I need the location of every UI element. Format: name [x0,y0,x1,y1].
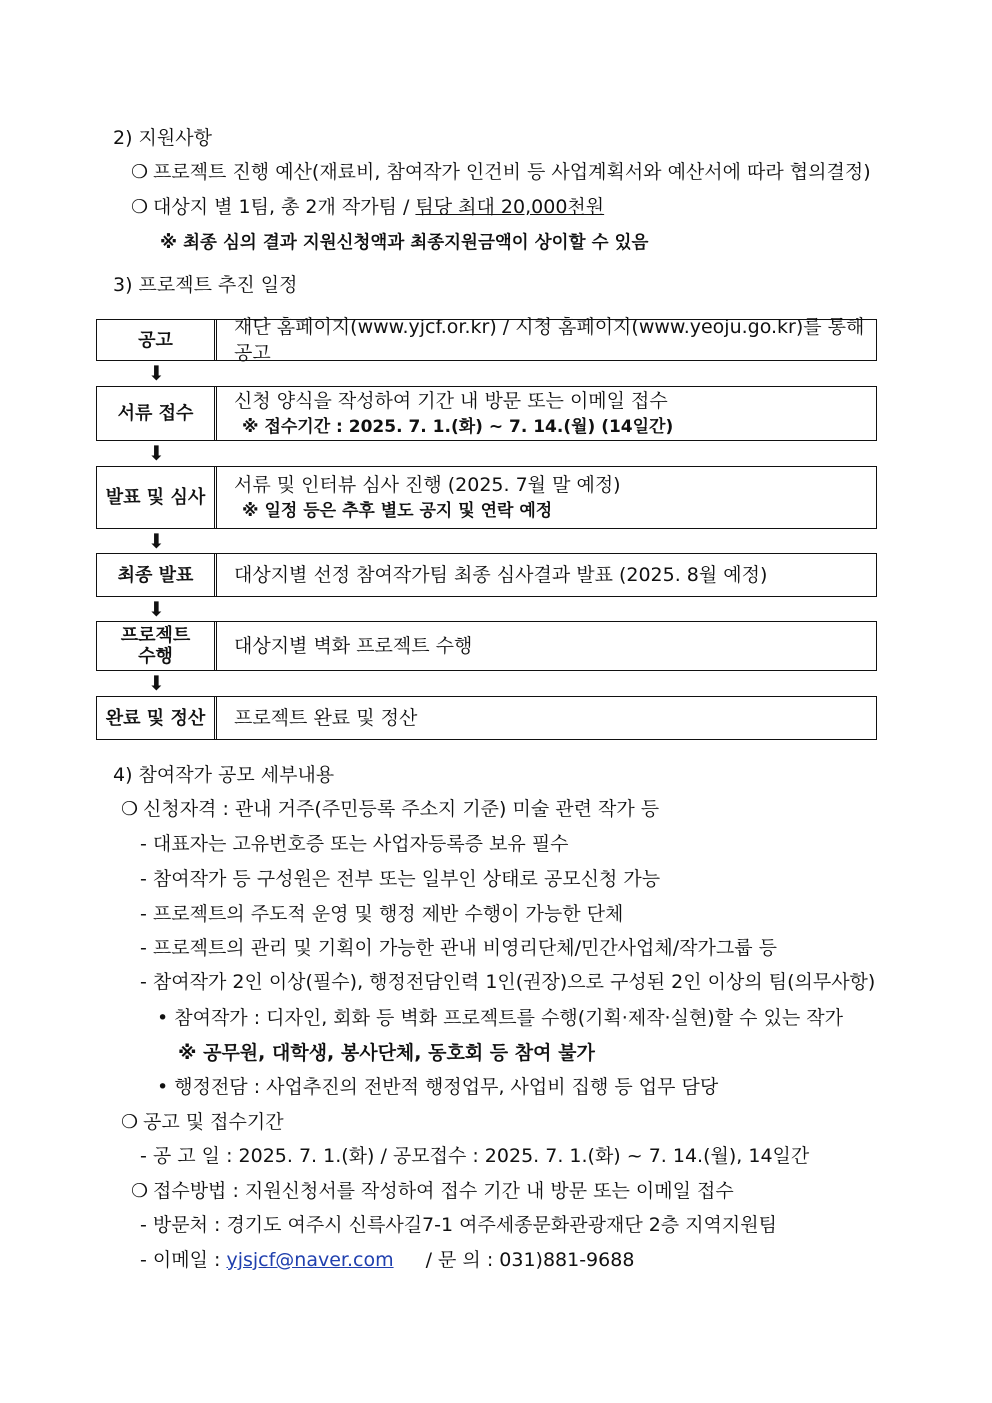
artist-detail: • 참여작가 : 디자인, 회화 등 벽화 프로젝트를 수행(기획·제작·실현)할 수 있는 작가 [157,1007,843,1029]
schedule-row [96,386,877,441]
team-max-text: 팀당 최대 20,000천원 [415,196,605,218]
section-2-heading: 2) 지원사항 [113,127,212,149]
schedule-row [96,553,877,597]
circle-bullet-icon: ❍ [131,161,149,183]
requirement-item: - 참여작가 등 구성원은 전부 또는 일부인 상태로 공모신청 가능 [140,868,661,890]
qualification-text: 신청자격 : 관내 거주(주민등록 주소지 기준) 미술 관련 작가 등 [143,798,660,820]
schedule-row [96,621,877,671]
schedule-text: 신청 양식을 작성하여 기간 내 방문 또는 이메일 접수 [234,389,668,412]
email-link[interactable]: yjsjcf@naver.com [226,1249,394,1271]
schedule-note: ※ 일정 등은 추후 별도 공지 및 연락 예정 [242,500,553,521]
schedule-label: 서류 접수 [97,387,217,440]
budget-text: 프로젝트 진행 예산(재료비, 참여작가 인건비 등 사업계획서와 예산서에 따라 협의결정) [153,161,871,183]
admin-detail: • 행정전담 : 사업추진의 전반적 행정업무, 사업비 집행 등 업무 담당 [157,1076,719,1098]
method-text: 접수방법 : 지원신청서를 작성하여 접수 기간 내 방문 또는 이메일 접수 [153,1180,734,1202]
requirement-item: - 참여작가 2인 이상(필수), 행정전담인력 1인(권장)으로 구성된 2인 이상의 팀(의무사항) [140,971,876,993]
exclusion-note: ※ 공무원, 대학생, 봉사단체, 동호회 등 참여 불가 [178,1042,595,1064]
down-arrow-icon: ⬇ [148,361,165,385]
support-note: ※ 최종 심의 결과 지원신청액과 최종지원금액이 상이할 수 있음 [160,233,649,253]
down-arrow-icon: ⬇ [148,671,165,695]
schedule-note: ※ 접수기간 : 2025. 7. 1.(화) ~ 7. 14.(월) (14일간) [242,416,674,437]
period-bullet [121,1110,284,1134]
requirement-item: - 대표자는 고유번호증 또는 사업자등록증 보유 필수 [140,833,569,855]
circle-bullet-icon: ❍ [131,1180,149,1202]
section-4-heading: 4) 참여작가 공모 세부내용 [113,764,335,786]
schedule-label: 최종 발표 [97,554,217,596]
schedule-label: 프로젝트 수행 [97,622,217,670]
contact-text: / 문 의 : 031)881-9688 [425,1249,635,1271]
schedule-text: 재단 홈페이지(www.yjcf.or.kr) / 시청 홈페이지(www.yeoju.go.kr)를 통해 공고 [234,316,865,364]
schedule-label: 공고 [97,320,217,360]
schedule-row [96,696,877,740]
bullet-budget [131,160,871,184]
schedule-text: 대상지별 선정 참여작가팀 최종 심사결과 발표 (2025. 8월 예정) [234,564,768,586]
schedule-text: 프로젝트 완료 및 정산 [234,707,418,729]
teams-text: 대상지 별 1팀, 총 2개 작가팀 / [153,196,416,218]
schedule-label: 완료 및 정산 [97,697,217,739]
down-arrow-icon: ⬇ [148,441,165,465]
period-text: 공고 및 접수기간 [143,1111,284,1133]
schedule-text: 대상지별 벽화 프로젝트 수행 [234,635,473,657]
schedule-text: 서류 및 인터뷰 심사 진행 (2025. 7월 말 예정) [234,473,621,496]
down-arrow-icon: ⬇ [148,529,165,553]
period-detail: - 공 고 일 : 2025. 7. 1.(화) / 공모접수 : 2025. 7. 1.(화) ~ 7. 14.(월), 14일간 [140,1145,810,1167]
circle-bullet-icon: ❍ [131,196,149,218]
section-3-heading: 3) 프로젝트 추진 일정 [113,274,298,296]
schedule-row [96,466,877,529]
method-bullet [131,1179,734,1203]
bullet-teams [131,195,604,219]
requirement-item: - 프로젝트의 관리 및 기획이 가능한 관내 비영리단체/민간사업체/작가그룹 등 [140,937,777,959]
email-label: - 이메일 : [140,1249,227,1271]
circle-bullet-icon: ❍ [121,798,139,820]
schedule-row [96,316,877,364]
requirement-item: - 프로젝트의 주도적 운영 및 행정 제반 수행이 가능한 단체 [140,903,624,925]
email-line [140,1248,634,1272]
down-arrow-icon: ⬇ [148,597,165,621]
qualification [121,797,659,821]
schedule-label: 발표 및 심사 [97,467,217,528]
visit-address: - 방문처 : 경기도 여주시 신륵사길7-1 여주세종문화관광재단 2층 지역지원팀 [140,1214,777,1236]
circle-bullet-icon: ❍ [121,1111,139,1133]
